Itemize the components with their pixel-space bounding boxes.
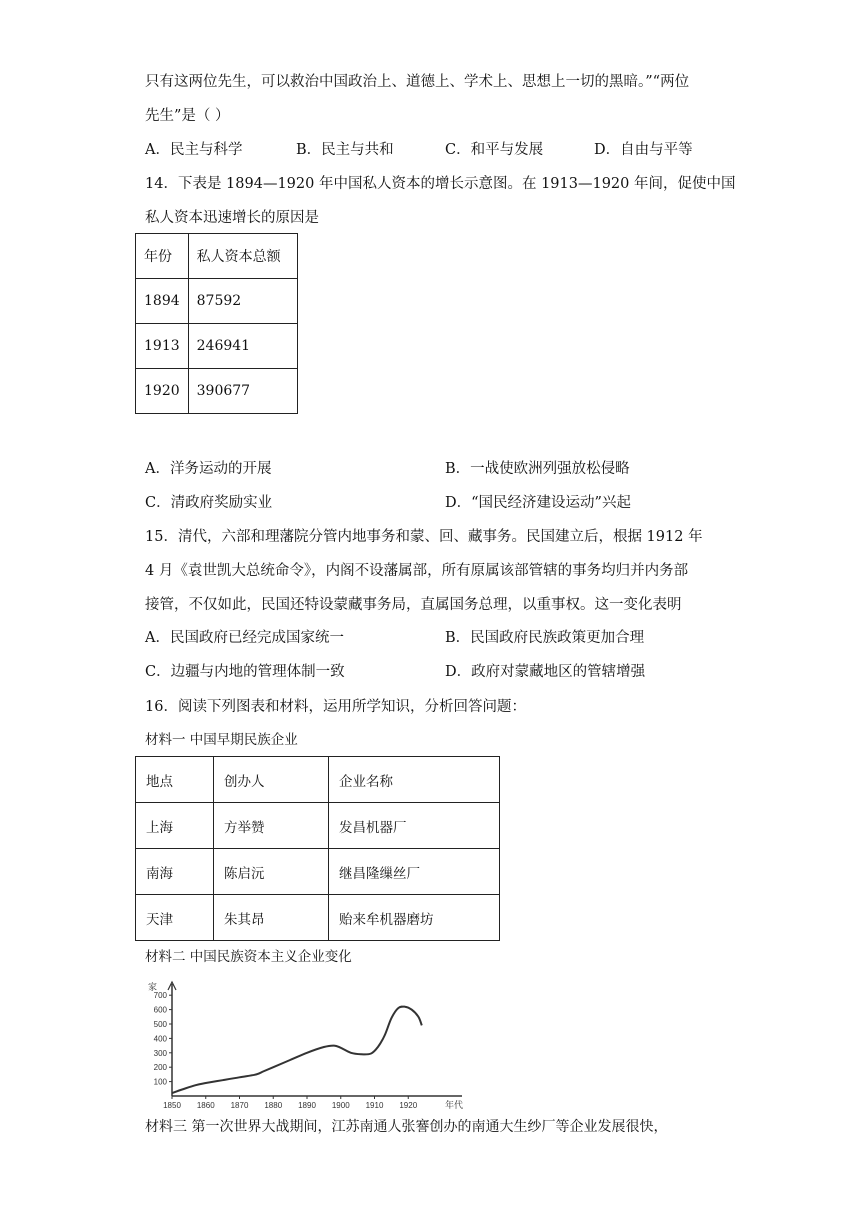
- y-tick-label: 300: [153, 1048, 167, 1058]
- table-header-cell: 私人资本总额: [188, 234, 297, 279]
- enterprise-table: [135, 756, 500, 941]
- q13-option-b[interactable]: B．民主与共和: [296, 142, 394, 158]
- q14-option-c[interactable]: C．清政府奖励实业: [145, 495, 273, 511]
- q13-option-c[interactable]: C．和平与发展: [445, 142, 544, 158]
- q15-option-b[interactable]: B．民国政府民族政策更加合理: [445, 630, 645, 646]
- table-row: [136, 279, 298, 324]
- table-cell: 陈启沅: [214, 849, 329, 895]
- y-tick-label: 400: [153, 1034, 167, 1044]
- q16-stem: 16．阅读下列图表和材料，运用所学知识，分析回答问题：: [145, 699, 526, 715]
- x-tick-label: 1880: [264, 1101, 283, 1110]
- q13-option-a[interactable]: A．民主与科学: [145, 142, 243, 158]
- q15-stem-line3: 接管，不仅如此，民国还特设蒙藏事务局，直属国务总理，以重事权。这一变化表明: [145, 597, 682, 613]
- q14-stem-line2: 私人资本迅速增长的原因是: [145, 210, 319, 226]
- table-cell: 1913: [136, 324, 189, 369]
- table-header-cell: 企业名称: [329, 757, 500, 803]
- x-tick-label: 1900: [331, 1101, 350, 1110]
- table-cell: 朱其昂: [214, 895, 329, 941]
- table-cell: 87592: [188, 279, 297, 324]
- q13-option-d[interactable]: D．自由与平等: [594, 142, 693, 158]
- material2-caption: 材料二 中国民族资本主义企业变化: [145, 949, 352, 965]
- x-tick-label: 1860: [196, 1101, 215, 1110]
- series-line: [172, 1007, 422, 1094]
- q14-option-a[interactable]: A．洋务运动的开展: [145, 461, 272, 477]
- material3-text: 材料三 第一次世界大战期间，江苏南通人张謇创办的南通大生纱厂等企业发展很快，: [145, 1119, 668, 1135]
- table-cell: 1894: [136, 279, 189, 324]
- x-tick-label: 1920: [399, 1101, 418, 1110]
- table-row: [136, 849, 500, 895]
- table-row: [136, 369, 298, 414]
- table-header-row: [136, 234, 298, 279]
- table-cell: 贻来牟机器磨坊: [329, 895, 500, 941]
- chart-axes: [168, 982, 462, 1096]
- q15-option-d[interactable]: D．政府对蒙藏地区的管辖增强: [445, 664, 646, 680]
- q13-stem-line2: 先生”是（ ）: [145, 108, 230, 124]
- table-cell: 方举赞: [214, 803, 329, 849]
- table-cell: 246941: [188, 324, 297, 369]
- table-header-cell: 创办人: [214, 757, 329, 803]
- table-row: [136, 803, 500, 849]
- capital-table: [135, 233, 298, 414]
- q15-stem-line2: 4 月《袁世凯大总统命令》，内阁不设藩属部，所有原属该部管辖的事务均归并内务部: [145, 563, 689, 579]
- table-header-cell: 地点: [136, 757, 214, 803]
- y-tick-label: 100: [153, 1077, 167, 1087]
- table-cell: 天津: [136, 895, 214, 941]
- table-cell: 390677: [188, 369, 297, 414]
- x-tick-label: 1870: [230, 1101, 249, 1110]
- x-axis-label: 年代: [444, 1101, 464, 1111]
- q15-option-a[interactable]: A．民国政府已经完成国家统一: [145, 630, 344, 646]
- material1-caption: 材料一 中国早期民族企业: [145, 732, 298, 748]
- y-tick-label: 600: [153, 1005, 167, 1015]
- table-row: [136, 324, 298, 369]
- y-tick-label: 200: [153, 1063, 167, 1073]
- q14-stem-line1: 14．下表是 1894—1920 年中国私人资本的增长示意图。在 1913—1920 年间，促使中国: [145, 176, 736, 192]
- y-tick-label: 500: [153, 1020, 167, 1029]
- table-row: [136, 895, 500, 941]
- q13-stem-line1: 只有这两位先生，可以救治中国政治上、道德上、学术上、思想上一切的黑暗。”“两位: [145, 74, 690, 90]
- q14-option-d[interactable]: D．“国民经济建设运动”兴起: [445, 495, 631, 511]
- table-header-row: [136, 757, 500, 803]
- chart-ticks: [148, 981, 463, 1111]
- x-tick-label: 1910: [365, 1101, 384, 1110]
- table-cell: 南海: [136, 849, 214, 895]
- table-cell: 继昌隆缫丝厂: [329, 849, 500, 895]
- x-tick-label: 1890: [298, 1101, 316, 1110]
- q15-option-c[interactable]: C．边疆与内地的管理体制一致: [145, 664, 345, 680]
- table-cell: 1920: [136, 369, 189, 414]
- y-axis-label: 家: [148, 983, 158, 993]
- x-tick-label: 1850: [163, 1101, 181, 1110]
- table-cell: 发昌机器厂: [329, 803, 500, 849]
- table-header-cell: 年份: [136, 234, 189, 279]
- table-cell: 上海: [136, 803, 214, 849]
- enterprise-line-chart: [140, 978, 485, 1113]
- q14-option-b[interactable]: B．一战使欧洲列强放松侵略: [445, 461, 630, 477]
- q15-stem-line1: 15．清代，六部和理藩院分管内地事务和蒙、回、藏事务。民国建立后，根据 1912 年: [145, 529, 703, 545]
- y-tick-label: 700: [153, 991, 167, 1001]
